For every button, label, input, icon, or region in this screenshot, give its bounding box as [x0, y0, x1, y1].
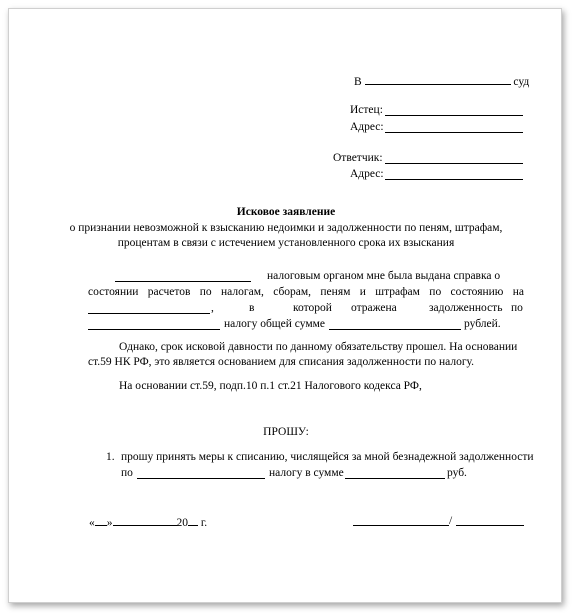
defendant-label: Ответчик: [333, 152, 383, 164]
request-tax-blank [137, 478, 265, 479]
tax-authority-blank [115, 281, 251, 282]
year-prefix: 20 [176, 517, 188, 529]
signature-blank [353, 525, 449, 526]
month-blank [113, 514, 177, 526]
date-line [89, 514, 207, 530]
paragraph3: На основании ст.59, подп.10 п.1 ст.21 Налогового кодекса РФ, [119, 380, 422, 392]
document-subtitle-line2: процентам в связи с истечением установленного срока их взыскания [117, 237, 455, 249]
document-subtitle-line1: о признании невозможной к взысканию недоимки и задолженности по пеням, штрафам, [69, 222, 503, 234]
court-suffix: суд [513, 76, 530, 88]
paragraph1-comma: , [211, 302, 214, 314]
paragraph1-word-otrazhena: отражена [351, 302, 397, 314]
defendant-address-blank [385, 179, 523, 180]
year-suffix: г. [200, 517, 208, 529]
plaintiff-address-label: Адрес: [350, 121, 384, 133]
paragraph1-tax-sum-label: налогу общей сумме [224, 318, 325, 330]
paragraph1-word-po: по [511, 302, 523, 314]
court-prefix: В [354, 76, 362, 88]
request-item-mid: налогу в сумме [269, 467, 344, 479]
sum-blank [329, 329, 461, 330]
day-blank [95, 514, 107, 526]
paragraph1-word-v: в [249, 302, 255, 314]
paragraph1-rubles: рублей. [464, 318, 501, 330]
request-sum-blank [345, 478, 445, 479]
quote-open: « [89, 517, 95, 529]
defendant-blank [385, 163, 523, 164]
signature-name-blank [456, 525, 524, 526]
request-heading: ПРОШУ: [263, 426, 309, 438]
year-blank [188, 514, 198, 526]
date-blank [88, 313, 210, 314]
paragraph1-word-kotoroy: которой [293, 302, 332, 314]
signature-slash: / [449, 515, 453, 527]
request-item-po: по [121, 467, 133, 479]
quote-close: » [106, 517, 113, 529]
paragraph1-word-zadolzhennost: задолженность [429, 302, 503, 314]
defendant-address-label: Адрес: [350, 168, 384, 180]
plaintiff-address-blank [385, 132, 523, 133]
paragraph2-line1: Однако, срок исковой давности по данному обязательству прошел. На основании [119, 341, 518, 353]
document-title: Исковое заявление [236, 206, 336, 218]
plaintiff-label: Истец: [350, 104, 383, 116]
court-line [354, 73, 529, 89]
paragraph1-line1: налоговым органом мне была выдана справка о [267, 270, 501, 282]
paragraph2-line2: ст.59 НК РФ, это является основанием для списания задолженности по налогу. [88, 356, 475, 368]
document-page [8, 8, 562, 603]
request-item-number: 1. [106, 451, 115, 463]
paragraph1-line2: состоянии расчетов по налогам, сборам, пеням и штрафам по состоянию на [88, 286, 524, 298]
tax-name-blank [88, 329, 220, 330]
court-name-blank [365, 73, 511, 85]
request-item-end: руб. [447, 467, 467, 479]
request-item-line1: прошу принять меры к списанию, числящейся за мной безнадежной задолженности [121, 451, 534, 463]
plaintiff-blank [385, 115, 523, 116]
